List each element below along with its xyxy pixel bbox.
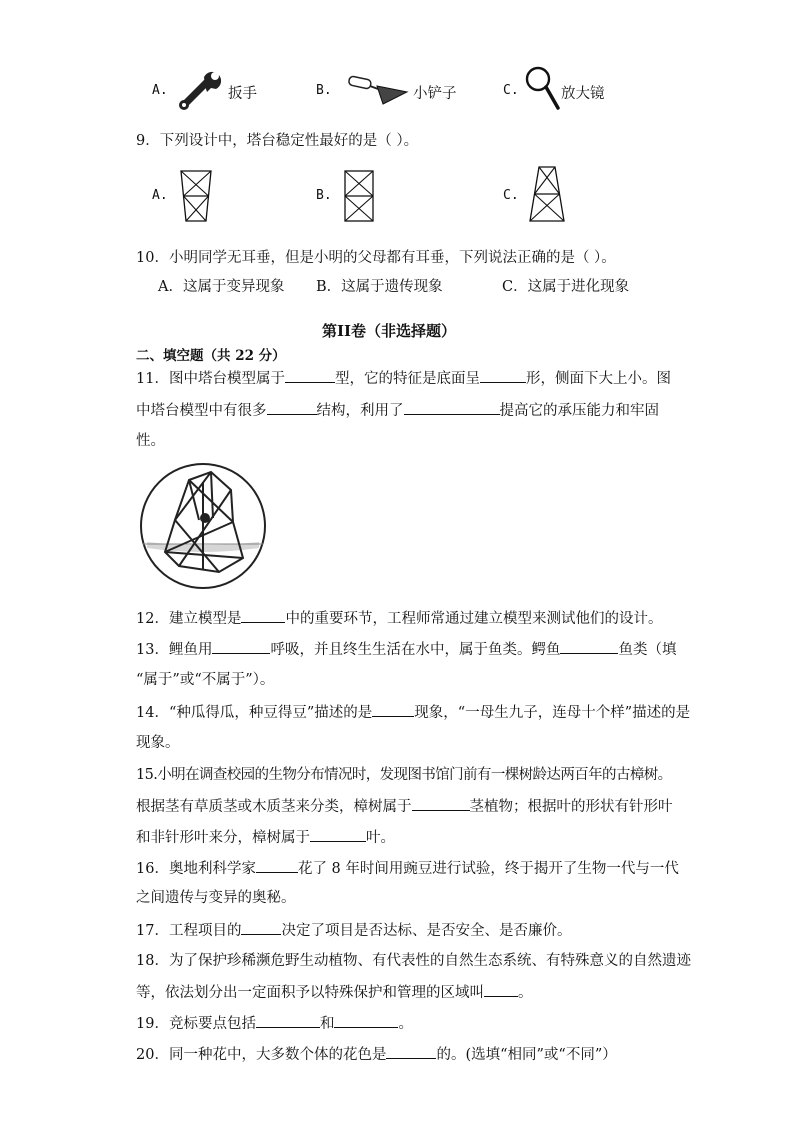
q12-line (136, 608, 662, 629)
q9-option-c-label: C. (503, 188, 519, 203)
q17-text-1: 17．工程项目的 (136, 923, 242, 939)
q13-text-2: 呼吸，并且终生生活在水中，属于鱼类。鳄鱼 (270, 642, 561, 658)
q11-text-4: 中塔台模型中有很多 (136, 403, 267, 419)
q18-text-3: 。 (518, 985, 533, 1001)
q17-line (136, 920, 571, 941)
q11-text-3: 形，侧面下大上小。图 (525, 371, 671, 387)
q20-blank[interactable] (386, 1044, 436, 1059)
q15-blank-2[interactable] (310, 827, 366, 842)
q11-line-3 (136, 431, 165, 451)
magnifier-icon (525, 66, 561, 112)
q14-line-2 (136, 733, 180, 753)
q12-blank[interactable] (241, 608, 285, 623)
q13-blank-2[interactable] (560, 639, 618, 654)
q9-option-a-label: A. (152, 188, 168, 203)
volume-title: 第II卷（非选择题） (322, 322, 457, 340)
q11-text-6: 提高它的承压能力和牢固 (499, 403, 659, 419)
q8-option-a-text: 扳手 (228, 86, 257, 102)
q18-text-1: 18．为了保护珍稀濒危野生动植物、有代表性的自然生态系统、有特殊意义的自然遗迹 (136, 953, 691, 969)
q18-line-1 (136, 951, 691, 971)
q11-blank-2[interactable] (480, 368, 526, 383)
q8-option-b-label: B. (316, 83, 332, 98)
tower-inverted-trapezoid-icon (180, 170, 212, 222)
q11-blank-4[interactable] (404, 400, 500, 415)
q16-blank[interactable] (256, 858, 298, 873)
q9-stem: 9．下列设计中，塔台稳定性最好的是（ ）。 (136, 133, 419, 149)
q13-text-1: 13．鲤鱼用 (136, 642, 213, 658)
q13-line-2 (136, 670, 274, 690)
q15-blank-1[interactable] (412, 796, 470, 811)
q13-text-3: 鱼类（填 (618, 642, 677, 658)
trowel-icon (347, 72, 409, 108)
q10-option-c: C．这属于进化现象 (502, 279, 630, 295)
q18-text-2: 等，依法划分出一定面积予以特殊保护和管理的区域叫 (136, 985, 484, 1001)
q17-text-2: 决定了项目是否达标、是否安全、是否廉价。 (281, 923, 572, 939)
q13-blank-1[interactable] (212, 639, 270, 654)
q8-option-b-text: 小铲子 (413, 86, 457, 102)
q18-blank[interactable] (484, 982, 518, 997)
q9-option-b-label: B. (316, 188, 332, 203)
q19-text-3: 。 (398, 1016, 413, 1032)
q14-blank-1[interactable] (372, 702, 414, 717)
q15-text-3: 茎植物；根据叶的形状有针形叶 (469, 799, 673, 815)
q11-blank-3[interactable] (267, 400, 317, 415)
q10-option-b: B．这属于遗传现象 (316, 279, 443, 295)
q15-text-4: 和非针形叶来分，樟树属于 (136, 830, 310, 846)
q20-line (136, 1044, 617, 1065)
q19-line (136, 1013, 413, 1034)
q15-line-1 (136, 765, 672, 785)
section-title: 二、填空题（共 22 分） (136, 348, 286, 364)
q11-line-2 (136, 400, 659, 421)
q12-text-2: 中的重要环节，工程师常通过建立模型来测试他们的设计。 (285, 611, 663, 627)
q11-text-1: 11．图中塔台模型属于 (136, 371, 285, 387)
q11-text-7: 性。 (136, 433, 165, 449)
q11-text-2: 型，它的特征是底面呈 (334, 371, 480, 387)
q11-blank-1[interactable] (285, 368, 335, 383)
q15-text-2: 根据茎有草质茎或木质茎来分类，樟树属于 (136, 799, 412, 815)
q13-line-1 (136, 639, 676, 660)
q10-stem: 10．小明同学无耳垂，但是小明的父母都有耳垂，下列说法正确的是（ ）。 (136, 250, 616, 266)
q14-line-1 (136, 702, 690, 723)
q12-text-1: 12．建立模型是 (136, 611, 242, 627)
tower-rectangle-icon (344, 170, 374, 222)
q20-text-1: 20．同一种花中，大多数个体的花色是 (136, 1047, 387, 1063)
q19-text-2: 和 (319, 1016, 335, 1032)
q15-text-1: 15.小明在调查校园的生物分布情况时，发现图书馆门前有一棵树龄达两百年的古樟树。 (136, 767, 672, 783)
q13-text-4: “属于”或“不属于”）。 (136, 672, 275, 688)
q8-option-c-label: C. (503, 83, 519, 98)
q19-blank-2[interactable] (334, 1013, 398, 1028)
q16-text-2: 花了 8 年时间用豌豆进行试验，终于揭开了生物一代与一代 (297, 861, 679, 877)
q19-blank-1[interactable] (256, 1013, 320, 1028)
q15-text-5: 叶。 (366, 830, 395, 846)
tower-trapezoid-icon (529, 166, 565, 222)
q14-text-3: 现象。 (136, 735, 180, 751)
q19-text-1: 19．竞标要点包括 (136, 1016, 256, 1032)
q8-option-a-label: A. (152, 83, 168, 98)
q16-text-1: 16．奥地利科学家 (136, 861, 256, 877)
q8-option-c-text: 放大镜 (561, 86, 605, 102)
q15-line-3 (136, 827, 395, 848)
q10-option-a: A．这属于变异现象 (158, 279, 285, 295)
tower-model-figure (139, 462, 267, 590)
q14-text-1: 14．“种瓜得瓜，种豆得豆”描述的是 (136, 705, 373, 721)
q16-text-3: 之间遗传与变异的奥秘。 (136, 890, 296, 906)
q16-line-1 (136, 858, 679, 879)
q18-line-2 (136, 982, 533, 1003)
q11-text-5: 结构，利用了 (316, 403, 404, 419)
q15-line-2 (136, 796, 673, 817)
q20-text-2: 的。(选填“相同”或“不同”） (436, 1047, 617, 1063)
q14-text-2: 现象，“一母生九子，连母十个样”描述的是 (414, 705, 691, 721)
q17-blank[interactable] (241, 920, 281, 935)
q11-line-1 (136, 368, 671, 389)
q16-line-2 (136, 888, 296, 908)
wrench-icon (178, 67, 226, 111)
